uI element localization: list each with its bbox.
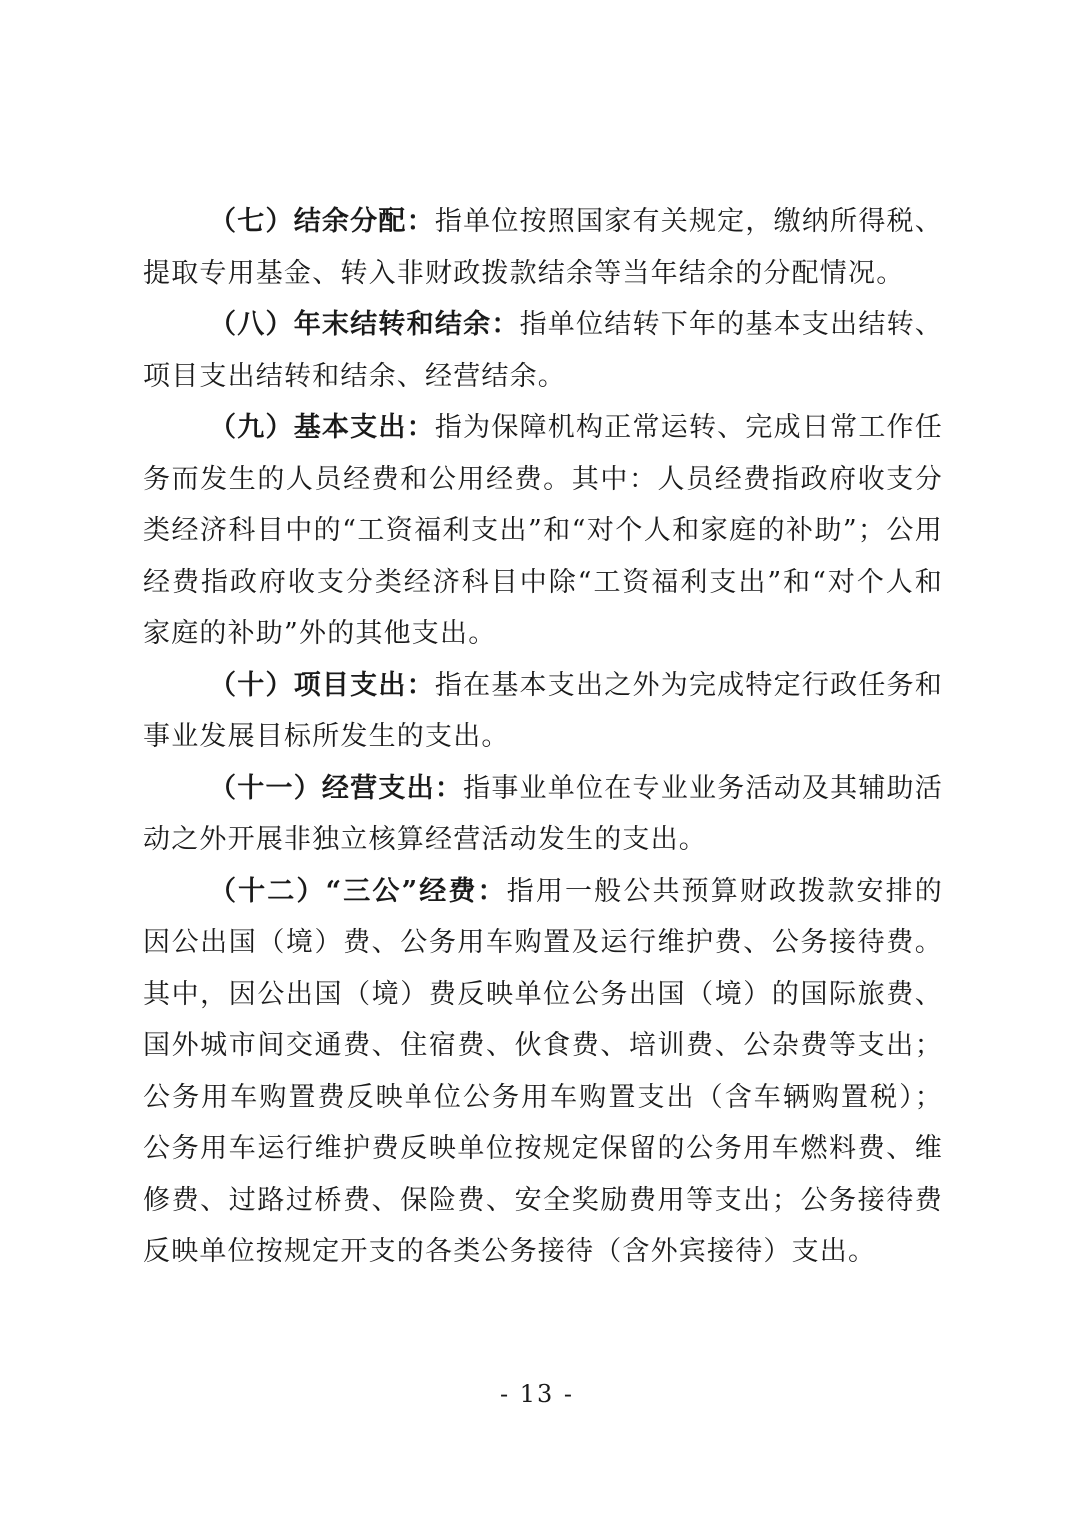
term-definition: 指事业单位在专业业务活动及其辅助活动之外开展非独立核算经营活动发生的支出。 — [143, 772, 943, 855]
paragraph-surplus-distribution — [143, 196, 943, 299]
term-heading: （七）结余分配： — [209, 206, 435, 237]
term-heading: （九）基本支出： — [209, 412, 435, 443]
paragraph-year-end-carryover — [143, 299, 943, 402]
term-definition: 指为保障机构正常运转、完成日常工作任务而发生的人员经费和公用经费。其中：人员经费指政府收支分类经济科目中的“工资福利支出”和“对个人和家庭的补助”；公用经费指政府收支分类经济科目中除“工资福利支出”和“对个人和家庭的补助”外的其他支出。 — [143, 412, 943, 649]
paragraph-three-public-expenses — [143, 866, 943, 1278]
paragraph-basic-expenditure — [143, 402, 943, 660]
term-definition: 指单位结转下年的基本支出结转、项目支出结转和结余、经营结余。 — [143, 309, 944, 392]
term-heading: （八）年末结转和结余： — [209, 309, 520, 340]
term-definition: 指在基本支出之外为完成特定行政任务和事业发展目标所发生的支出。 — [143, 669, 943, 752]
term-heading: （十二）“三公”经费： — [209, 875, 507, 907]
document-body — [143, 196, 943, 1278]
paragraph-operating-expenditure — [143, 763, 943, 866]
term-definition: 指单位按照国家有关规定，缴纳所得税、提取专用基金、转入非财政拨款结余等当年结余的分配情况。 — [143, 206, 943, 289]
term-definition: 指用一般公共预算财政拨款安排的因公出国（境）费、公务用车购置及运行维护费、公务接待费。其中，因公出国（境）费反映单位公务出国（境）的国际旅费、国外城市间交通费、住宿费、伙食费、培训费、公杂费等支出；公务用车购置费反映单位公务用车购置支出（含车辆购置税）；公务用车运行维护费反映单位按规定保留的公务用车燃料费、维修费、过路过桥费、保险费、安全奖励费用等支出；公务接待费反映单位按规定开支的各类公务接待（含外宾接待）支出。 — [143, 875, 944, 1267]
page-number: - 13 - — [499, 1380, 574, 1408]
paragraph-project-expenditure — [143, 660, 943, 763]
term-heading: （十一）经营支出： — [209, 772, 464, 804]
term-heading: （十）项目支出： — [209, 669, 435, 701]
